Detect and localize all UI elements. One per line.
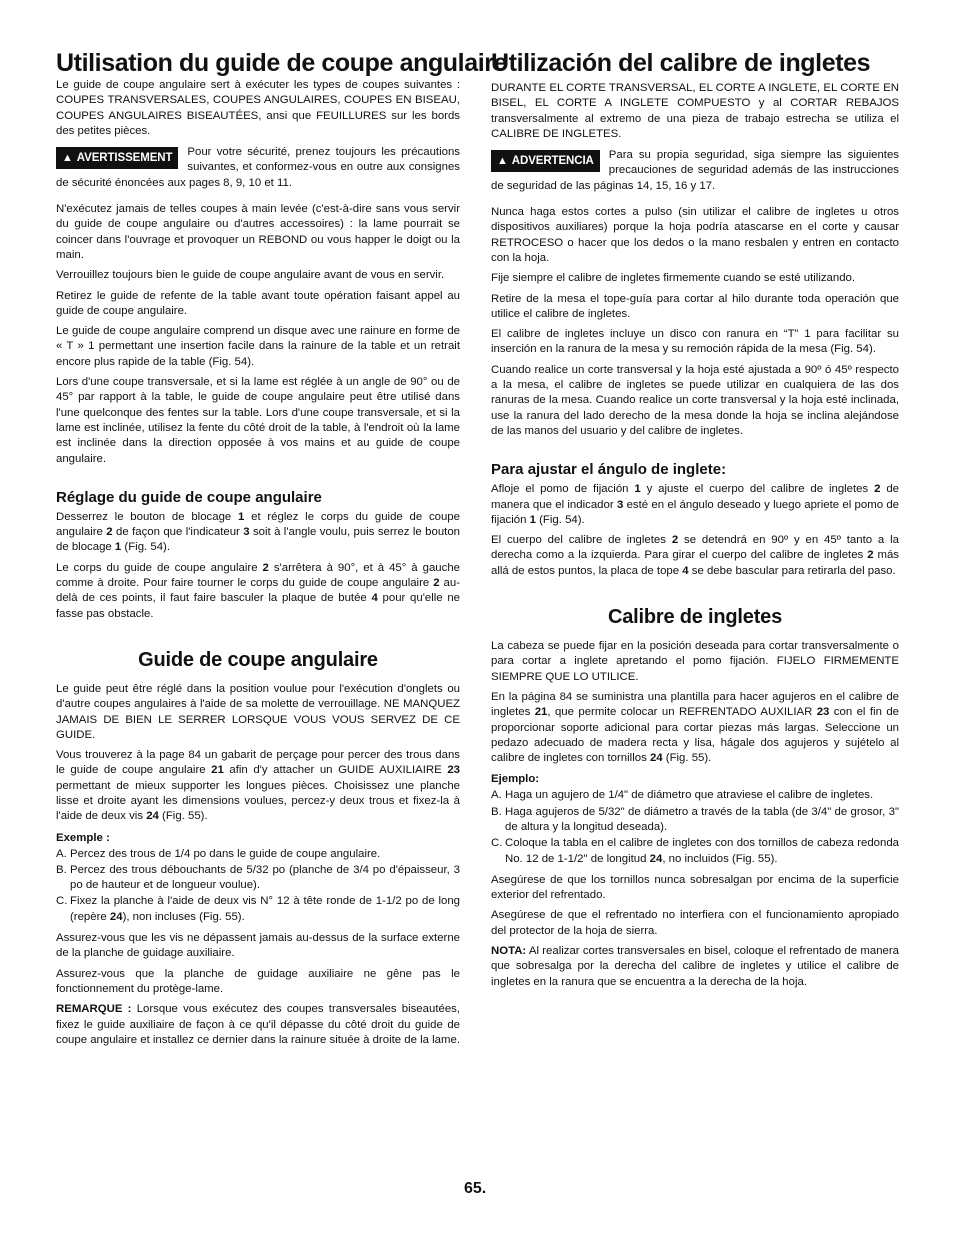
spanish-paragraph-disc: El calibre de ingletes incluye un disco con ranura en “T” 1 para facilitar su inserción en la ranura de la mesa y su remoción rápida de la mesa (Fig. 54). <box>491 328 899 356</box>
page-number: 65. <box>464 1180 487 1197</box>
spanish-warning-text: Para su propia seguridad, siga siempre las siguientes precauciones de seguridad además de las instrucciones de seguridad de las páginas 14, 15, 16 y 17. <box>491 149 899 192</box>
list-item: C. Coloque la tabla en el calibre de ingletes con dos tornillos de cabeza redonda No. 12 de 1-1/2" de longitud 24, no incluidos (Fig. 55). <box>491 837 899 865</box>
spanish-warning-badge <box>491 150 600 172</box>
spanish-adjust-paragraph-2: El cuerpo del calibre de ingletes 2 se detendrá en 90º y en 45º tanto a la derecha como a la izquierda. Para girar el cuerpo del calibre de ingletes 2 más allá de estos puntos, la placa de tope 4 se debe bascular para retirarla del paso. <box>491 534 899 577</box>
french-adjust-heading: Réglage du guide de coupe angulaire <box>56 488 322 506</box>
spanish-guide-heading: Calibre de ingletes <box>607 606 783 629</box>
french-paragraph-fence: Retirez le guide de refente de la table avant toute opération faisant appel au guide de coupe angulaire. <box>56 289 460 317</box>
french-example-list <box>56 847 460 925</box>
spanish-paragraph-lock: Fije siempre el calibre de ingletes firmemente cuando se esté utilizando. <box>491 272 856 285</box>
list-item: A. Haga un agujero de 1/4" de diámetro que atraviese el calibre de ingletes. <box>491 789 874 802</box>
warning-triangle-icon: ▲ <box>497 155 508 168</box>
spanish-adjust-heading: Para ajustar el ángulo de inglete: <box>491 461 727 479</box>
french-warning-badge <box>56 147 178 169</box>
french-guide-paragraph-1: Le guide peut être réglé dans la position voulue pour l'exécution d'onglets ou d'autre coupes angulaires à l'aide de sa molette de verrouillage. NE MANQUEZ JAMAIS DE BIEN LE SERRER LORSQUE VOUS VOUS SERVEZ DE CE GUIDE. <box>56 682 460 741</box>
spanish-warning <box>491 148 899 199</box>
spanish-warning-label: ADVERTENCIA <box>511 155 594 168</box>
french-column <box>56 48 508 1053</box>
spanish-paragraph-fence: Retire de la mesa el tope-guía para cortar al hilo durante toda operación que utilice el calibre de ingletes. <box>491 292 899 320</box>
french-remark: REMARQUE : Lorsque vous exécutez des coupes transversales biseautées, fixez le guide auxiliaire de façon à ce qu'il dépasse du côté droit du guide de coupe angulaire et installez ce dernier dans la rainure située à droite de la lame. <box>56 1003 461 1046</box>
spanish-remark: NOTA: Al realizar cortes transversales en bisel, coloque el refrentado de manera que sobresalga por la derecha del calibre de ingletes y utilice el calibre de ingletes en la ranura que se encuentra a la derecha de la hoja. <box>491 945 899 988</box>
list-item: B. Percez des trous débouchants de 5/32 po (planche de 3/4 po d'épaisseur, 3 po de hauteur et de longueur voulue). <box>56 863 460 892</box>
spanish-paragraph-screws: Asegúrese de que los tornillos nunca sobresalgan por encima de la superficie exterior del refrentado. <box>491 873 899 902</box>
french-intro: Le guide de coupe angulaire sert à exécuter les types de coupes suivantes : COUPES TRANSVERSALES, COUPES ANGULAIRES, COUPES EN BISEAU, COUPES ANGULAIRES BISEAUTÉES, ansi que FEUILLURES sur les bords des petites pièces. <box>56 79 460 137</box>
french-warning-label: AVERTISSEMENT <box>76 152 173 165</box>
spanish-example-list <box>491 788 899 866</box>
list-item: B. Haga agujeros de 5/32" de diámetro a través de la tabla (de 3/4" de grosor, 3" de altura y la longitud deseada). <box>491 805 899 833</box>
list-item: A. Percez des trous de 1/4 po dans le guide de coupe angulaire. <box>56 847 381 860</box>
french-guide-heading: Guide de coupe angulaire <box>138 648 378 671</box>
french-adjust-paragraph-1: Desserrez le bouton de blocage 1 et réglez le corps du guide de coupe angulaire 2 de façon que l'indicateur 3 soit à l'angle voulu, puis serrez le bouton de blocage 1 (Fig. 54). <box>56 510 460 554</box>
spanish-paragraph-guard: Asegúrese de que el refrentado no interfiera con el funcionamiento apropiado del protector de la hoja de sierra. <box>491 909 899 937</box>
french-paragraph-guard: Assurez-vous que la planche de guidage auxiliaire ne gêne pas le fonctionnement du protège-lame. <box>56 967 460 995</box>
spanish-guide-paragraph-2: En la página 84 se suministra una plantilla para hacer agujeros en el calibre de ingletes 21, que permite colocar un REFRENTADO AUXILIAR 23 con el fin de proporcionar soporte adicional para cortar piezas más largas. Seleccione un pedazo adecuado de madera recta y lisa, hágale dos agujeros y sujételo al calibre de ingletes con tornillos 24 (Fig. 55). <box>491 690 899 765</box>
spanish-intro: DURANTE EL CORTE TRANSVERSAL, EL CORTE A INGLETE, EL CORTE EN BISEL, EL CORTE A INGLETE COMPUESTO y al CORTAR REBAJOS transversalmente al extremo de una pieza de trabajo estrecha se utiliza el CALIBRE DE INGLETES. <box>491 82 899 140</box>
french-paragraph-screws: Assurez-vous que les vis ne dépassent jamais au-dessus de la surface externe de la planche de guidage auxiliaire. <box>56 932 460 960</box>
french-paragraph-lock: Verrouillez toujours bien le guide de coupe angulaire avant de vous en servir. <box>56 269 445 282</box>
french-warning <box>56 145 460 196</box>
french-paragraph-disc: Le guide de coupe angulaire comprend un disque avec une rainure en forme de « T » 1 permettant une insertion facile dans la rainure de la table et un retrait encore plus rapide de la table (Fig. 54). <box>56 325 460 368</box>
spanish-guide-paragraph-1: La cabeza se puede fijar en la posición deseada para cortar transversalmente o para cortar a inglete apretando el pomo fijación. FIJELO FIRMEMENTE SIEMPRE QUE LO UTILICE. <box>491 640 899 683</box>
spanish-adjust-paragraph-1: Afloje el pomo de fijación 1 y ajuste el cuerpo del calibre de ingletes 2 de manera que el indicador 3 esté en el ángulo deseado y luego apriete el pomo de fijación 1 (Fig. 54). <box>491 483 900 526</box>
warning-triangle-icon: ▲ <box>62 152 73 165</box>
french-paragraph-freehand: N'exécutez jamais de telles coupes à main levée (c'est-à-dire sans vous servir du guide de coupe angulaire ou d'autres accessoires) : la lame pourrait se coincer dans l'ouvrage et provoquer un REBOND ou vous happer le doigt ou la main. <box>56 203 460 261</box>
french-warning-text: Pour votre sécurité, prenez toujours les précautions suivantes, et conformez-vous en outre aux consignes de sécurité énoncées aux pages 8, 9, 10 et 11. <box>56 146 460 189</box>
spanish-example-label: Ejemplo: <box>491 773 540 786</box>
list-item: C. Fixez la planche à l'aide de deux vis N° 12 à tête ronde de 1-1/2 po de long (repère 24), non incluses (Fig. 55). <box>56 895 460 923</box>
french-paragraph-crosscut: Lors d'une coupe transversale, et si la lame est réglée à un angle de 90° ou de 45° par rapport à la table, le guide de coupe angulaire peut être utilisé dans l'une quelconque des fentes sur la table. Lors d'une coupe transversale, et si la lame est inclinée, utilisez la fente du côté droit de la table, à l'endroit où la lame est inclinée dans la direction opposée à vos mains et au guide de coupe angulaire. <box>56 376 460 465</box>
french-guide-paragraph-2: Vous trouverez à la page 84 un gabarit de perçage pour percer des trous dans le guide de coupe angulaire 21 afin d'y attacher un GUIDE AUXILIAIRE 23 permettant de mieux supporter les longues pièces. Choisissez une planche lisse et droite ayant les dimensions voulues, percez-y deux trous et fixez-la à l'aide de deux vis 24 (Fig. 55). <box>56 749 460 823</box>
french-example-label: Exemple : <box>56 831 110 844</box>
spanish-paragraph-freehand: Nunca haga estos cortes a pulso (sin utilizar el calibre de ingletes u otros dispositivos auxiliares) porque la hoja podría atascarse en el corte y causar RETROCESO o hacer que los dedos o la mano resbalen y entren en contacto con la hoja. <box>491 206 899 264</box>
french-title: Utilisation du guide de coupe angulaire <box>56 49 508 77</box>
spanish-paragraph-crosscut: Cuando realice un corte transversal y la hoja esté ajustada a 90º ó 45º respecto a la mesa, el calibre de ingletes se puede utilizar en cualquiera de las dos ranuras de la mesa. Cuando realice un corte transversal y la hoja esté inclinada, use la ranura del lado derecho de la mesa donde la hoja se inclina alejándose de las manos del usuario y del calibre de ingletes. <box>491 363 899 437</box>
spanish-column <box>491 48 899 995</box>
french-adjust-paragraph-2: Le corps du guide de coupe angulaire 2 s'arrêtera à 90°, et à 45° à gauche comme à droite. Pour faire tourner le corps du guide de coupe angulaire 2 au-delà de ces points, il faut faire basculer la plaque de butée 4 pour qu'elle ne fasse pas obstacle. <box>56 561 460 620</box>
spanish-title: Utilización del calibre de ingletes <box>491 49 871 77</box>
